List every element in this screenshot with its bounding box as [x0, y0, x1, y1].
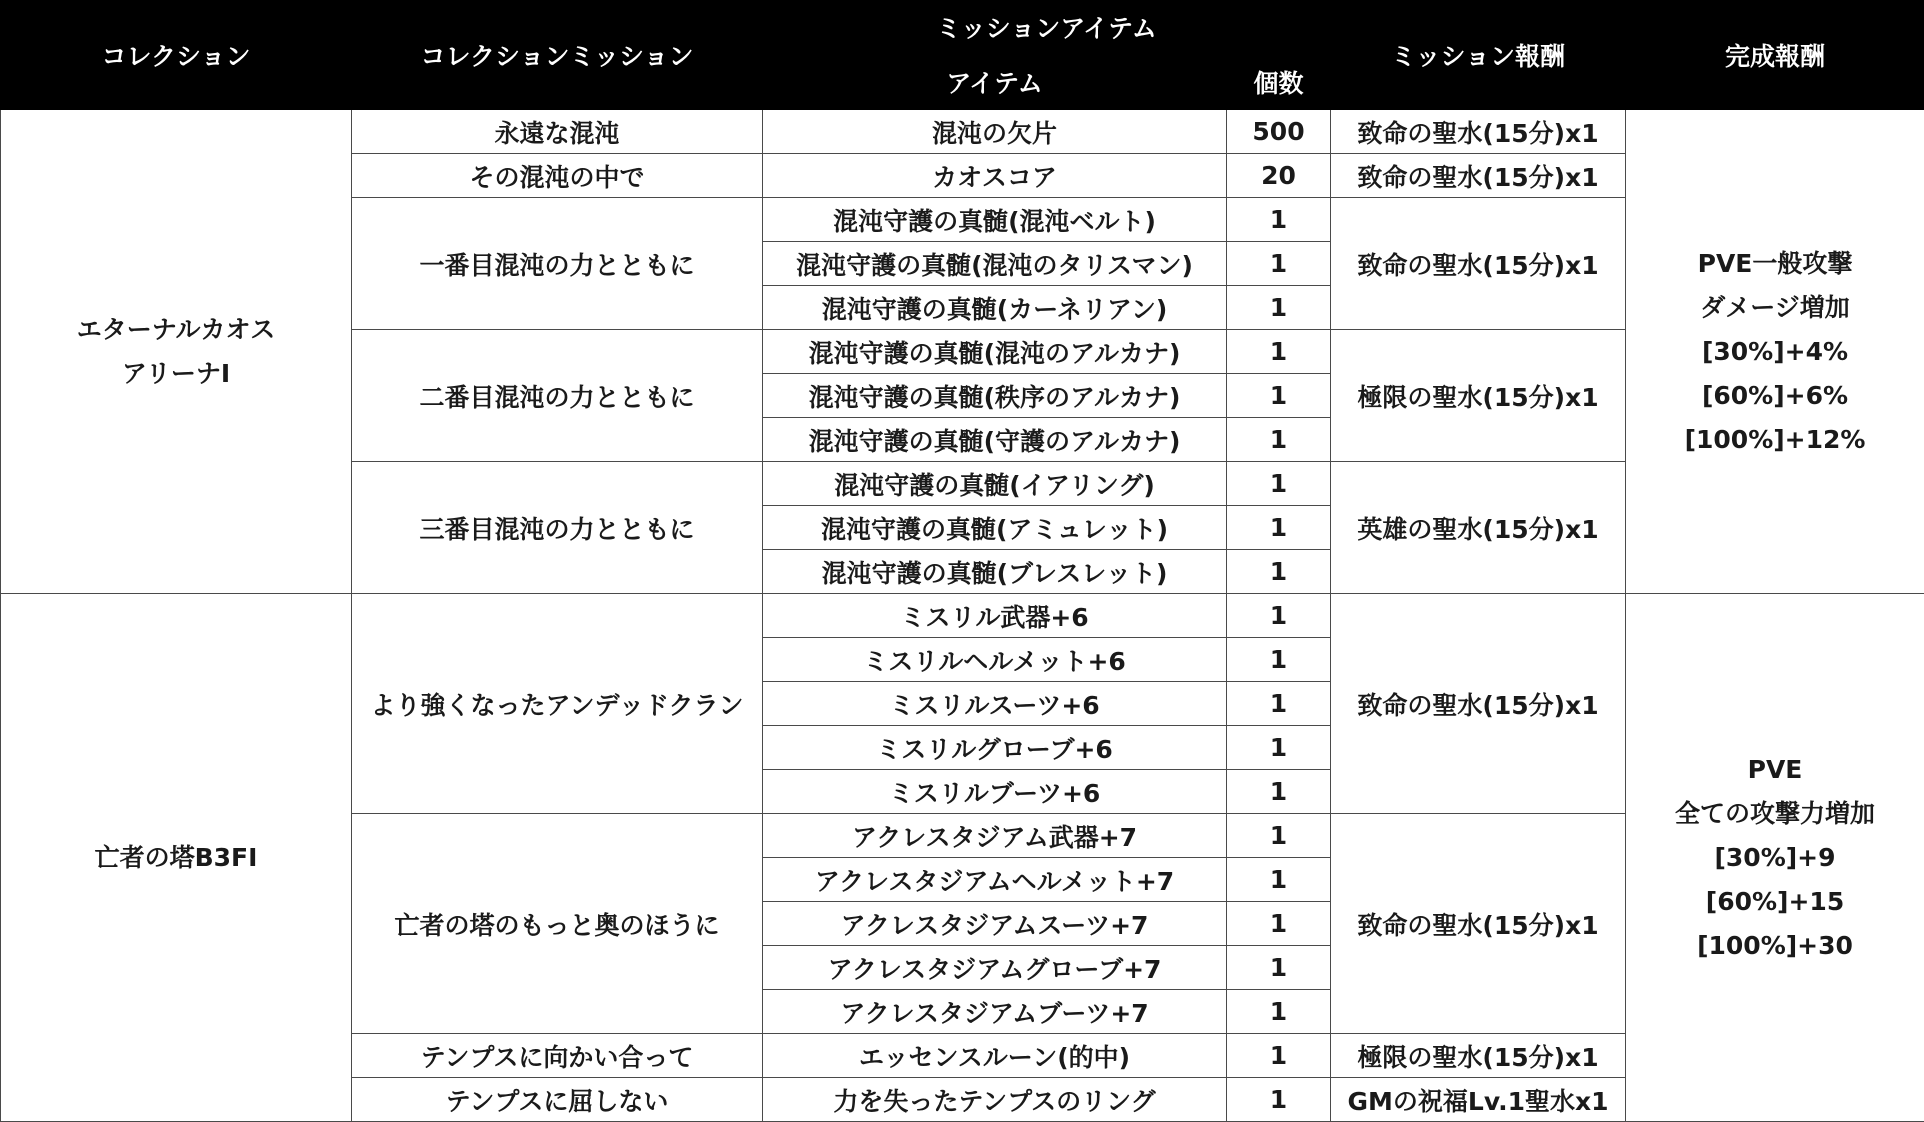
- item-cell: 力を失ったテンプスのリング: [763, 1078, 1227, 1122]
- item-cell: アクレスタジアムグローブ+7: [763, 946, 1227, 990]
- mission-reward-cell: 致命の聖水(15分)x1: [1331, 110, 1626, 154]
- completion-reward-line: 全ての攻撃力増加: [1630, 792, 1920, 836]
- count-cell: 1: [1227, 770, 1331, 814]
- header-mission-item: ミッションアイテム: [763, 1, 1331, 54]
- item-cell: 混沌守護の真髄(ブレスレット): [763, 550, 1227, 594]
- completion-reward-cell: [1626, 110, 1924, 594]
- mission-reward-cell: GMの祝福Lv.1聖水x1: [1331, 1078, 1626, 1122]
- completion-reward-line: [100%]+12%: [1630, 418, 1920, 462]
- mission-name-cell: より強くなったアンデッドクラン: [352, 594, 763, 814]
- collection-name-line: 亡者の塔B3FI: [5, 836, 347, 880]
- header-completion-reward: 完成報酬: [1626, 1, 1924, 110]
- count-cell: 1: [1227, 506, 1331, 550]
- mission-reward-cell: 極限の聖水(15分)x1: [1331, 330, 1626, 462]
- completion-reward-line: PVE一般攻撃: [1630, 242, 1920, 286]
- mission-name-cell: 一番目混沌の力とともに: [352, 198, 763, 330]
- count-cell: 1: [1227, 902, 1331, 946]
- count-cell: 1: [1227, 726, 1331, 770]
- collection-name-cell: [1, 110, 352, 594]
- item-cell: 混沌守護の真髄(カーネリアン): [763, 286, 1227, 330]
- item-cell: 混沌守護の真髄(イアリング): [763, 462, 1227, 506]
- collection-name-cell: [1, 594, 352, 1122]
- count-cell: 1: [1227, 638, 1331, 682]
- item-cell: カオスコア: [763, 154, 1227, 198]
- count-cell: 1: [1227, 374, 1331, 418]
- count-cell: 1: [1227, 594, 1331, 638]
- completion-reward-line: [30%]+4%: [1630, 330, 1920, 374]
- count-cell: 1: [1227, 682, 1331, 726]
- count-cell: 1: [1227, 858, 1331, 902]
- mission-name-cell: 亡者の塔のもっと奥のほうに: [352, 814, 763, 1034]
- mission-name-cell: テンプスに向かい合って: [352, 1034, 763, 1078]
- table-body: [1, 110, 1924, 1122]
- completion-reward-cell: [1626, 594, 1924, 1122]
- item-cell: ミスリルグローブ+6: [763, 726, 1227, 770]
- count-cell: 1: [1227, 946, 1331, 990]
- mission-reward-cell: 致命の聖水(15分)x1: [1331, 594, 1626, 814]
- mission-name-cell: テンプスに屈しない: [352, 1078, 763, 1122]
- header-item: アイテム: [763, 54, 1227, 110]
- count-cell: 1: [1227, 198, 1331, 242]
- table-header: [1, 1, 1924, 110]
- completion-reward-line: [60%]+6%: [1630, 374, 1920, 418]
- completion-reward-line: [100%]+30: [1630, 924, 1920, 968]
- count-cell: 20: [1227, 154, 1331, 198]
- count-cell: 1: [1227, 286, 1331, 330]
- mission-reward-cell: 致命の聖水(15分)x1: [1331, 814, 1626, 1034]
- item-cell: 混沌守護の真髄(混沌ベルト): [763, 198, 1227, 242]
- item-cell: 混沌守護の真髄(混沌のタリスマン): [763, 242, 1227, 286]
- mission-reward-cell: 致命の聖水(15分)x1: [1331, 154, 1626, 198]
- count-cell: 1: [1227, 990, 1331, 1034]
- item-cell: アクレスタジアムスーツ+7: [763, 902, 1227, 946]
- table-row: [1, 110, 1924, 154]
- completion-reward-line: [60%]+15: [1630, 880, 1920, 924]
- header-collection-mission: コレクションミッション: [352, 1, 763, 110]
- item-cell: ミスリルヘルメット+6: [763, 638, 1227, 682]
- item-cell: ミスリルスーツ+6: [763, 682, 1227, 726]
- header-mission-reward: ミッション報酬: [1331, 1, 1626, 110]
- item-cell: 混沌守護の真髄(混沌のアルカナ): [763, 330, 1227, 374]
- count-cell: 1: [1227, 330, 1331, 374]
- item-cell: 混沌守護の真髄(守護のアルカナ): [763, 418, 1227, 462]
- mission-name-cell: 永遠な混沌: [352, 110, 763, 154]
- count-cell: 1: [1227, 814, 1331, 858]
- item-cell: 混沌守護の真髄(アミュレット): [763, 506, 1227, 550]
- completion-reward-line: [30%]+9: [1630, 836, 1920, 880]
- mission-reward-cell: 極限の聖水(15分)x1: [1331, 1034, 1626, 1078]
- collection-name-line: エターナルカオス: [5, 308, 347, 352]
- count-cell: 1: [1227, 1078, 1331, 1122]
- mission-name-cell: その混沌の中で: [352, 154, 763, 198]
- count-cell: 500: [1227, 110, 1331, 154]
- count-cell: 1: [1227, 1034, 1331, 1078]
- item-cell: 混沌守護の真髄(秩序のアルカナ): [763, 374, 1227, 418]
- item-cell: アクレスタジアムブーツ+7: [763, 990, 1227, 1034]
- item-cell: 混沌の欠片: [763, 110, 1227, 154]
- mission-name-cell: 二番目混沌の力とともに: [352, 330, 763, 462]
- item-cell: アクレスタジアム武器+7: [763, 814, 1227, 858]
- mission-reward-cell: 英雄の聖水(15分)x1: [1331, 462, 1626, 594]
- header-count: 個数: [1227, 54, 1331, 110]
- header-collection: コレクション: [1, 1, 352, 110]
- table-row: [1, 594, 1924, 638]
- item-cell: アクレスタジアムヘルメット+7: [763, 858, 1227, 902]
- completion-reward-line: ダメージ増加: [1630, 286, 1920, 330]
- collection-name-line: アリーナI: [5, 352, 347, 396]
- count-cell: 1: [1227, 418, 1331, 462]
- mission-reward-cell: 致命の聖水(15分)x1: [1331, 198, 1626, 330]
- mission-name-cell: 三番目混沌の力とともに: [352, 462, 763, 594]
- count-cell: 1: [1227, 242, 1331, 286]
- count-cell: 1: [1227, 462, 1331, 506]
- count-cell: 1: [1227, 550, 1331, 594]
- item-cell: エッセンスルーン(的中): [763, 1034, 1227, 1078]
- completion-reward-line: PVE: [1630, 748, 1920, 792]
- item-cell: ミスリル武器+6: [763, 594, 1227, 638]
- item-cell: ミスリルブーツ+6: [763, 770, 1227, 814]
